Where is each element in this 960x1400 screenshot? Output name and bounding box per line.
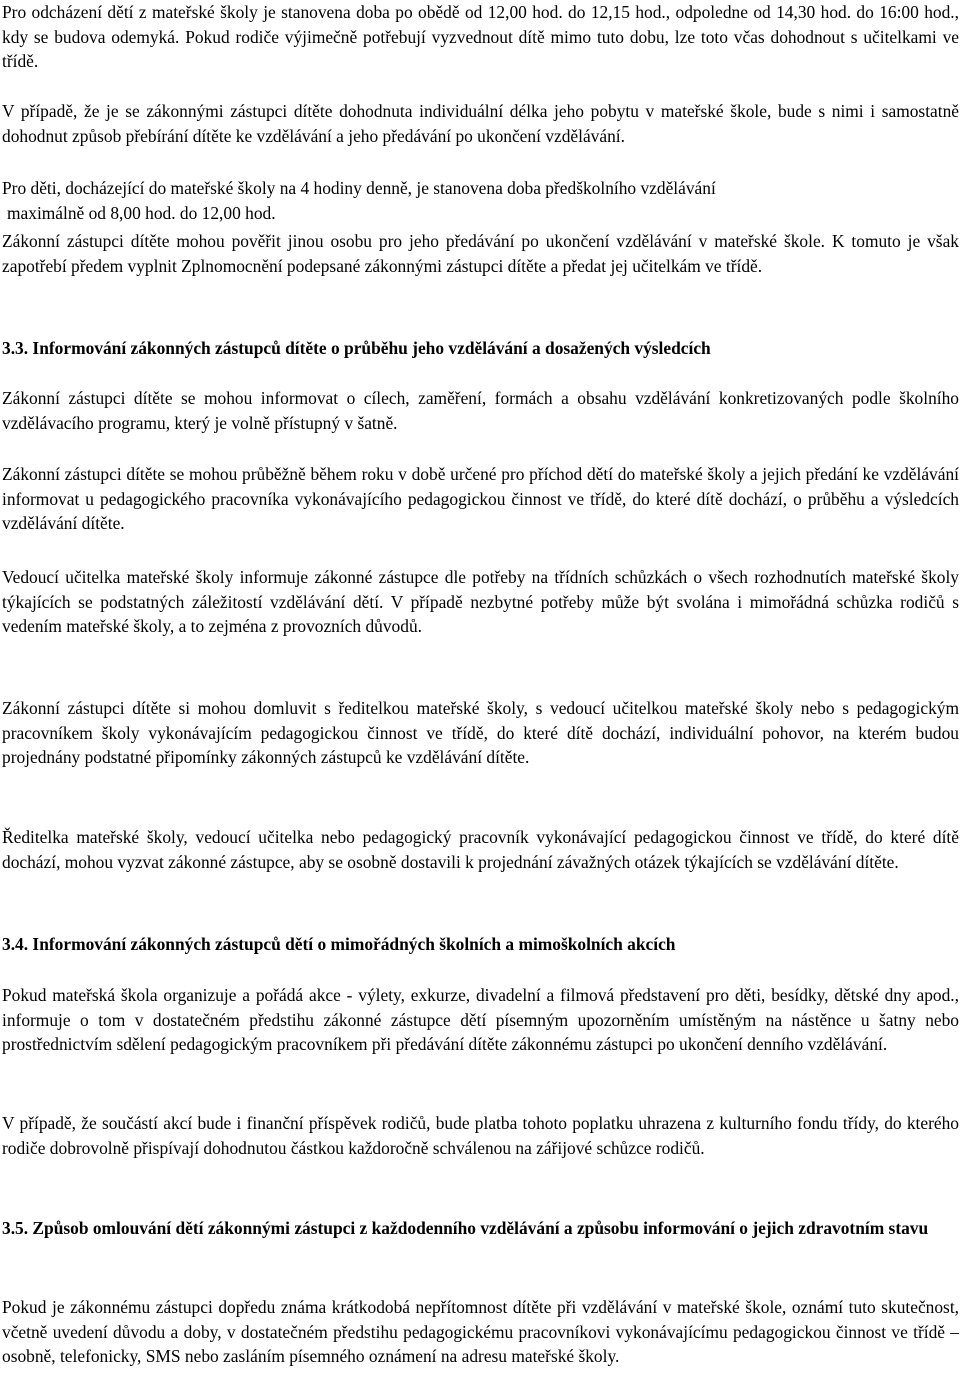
paragraph-four-hours-range: maximálně od 8,00 hod. do 12,00 hod.	[7, 203, 276, 223]
paragraph-individual-interview: Zákonní zástupci dítěte si mohou domluvit s ředitelkou mateřské školy, s vedoucí učitelkou mateřské školy nebo s pedagogickým pracovníkem školy vykonávajícím pedagogickou činnost ve třídě, do které dítě dochází, individuální pohovor, na kterém budou projednány podstatné připomínky zákonných zástupců ke vzdělávání dítěte.	[2, 698, 959, 768]
paragraph-program-info: Zákonní zástupci dítěte se mohou informovat o cílech, zaměření, formách a obsahu vzdělávání konkretizovaných podle školního vzdělávacího programu, který je volně přístupný v šatně.	[2, 388, 959, 433]
paragraph-authorized-person: Zákonní zástupci dítěte mohou pověřit jinou osobu pro jeho předávání po ukončení vzdělávání v mateřské škole. K tomuto je však zapotřebí předem vyplnit Zplnomocnění podepsané zákonnými zástupci dítěte a předat jej učitelkám ve třídě.	[2, 231, 959, 276]
paragraph-event-fees: V případě, že součástí akcí bude i finanční příspěvek rodičů, bude platba tohoto poplatku uhrazena z kulturního fondu třídy, do kterého rodiče dobrovolně přispívají dohodnutou částkou každoročně schválenou na zářijové schůzce rodičů.	[2, 1113, 959, 1158]
heading-3-4: 3.4. Informování zákonných zástupců dětí o mimořádných školních a mimoškolních akcích	[2, 934, 676, 954]
paragraph-summons: Ředitelka mateřské školy, vedoucí učitelka nebo pedagogický pracovník vykonávající pedagogickou činnost ve třídě, do které dítě dochází, mohou vyzvat zákonné zástupce, aby se osobně dostavili k projednání závažných otázek týkajících se vzdělávání dítěte.	[2, 827, 959, 872]
paragraph-pickup-times: Pro odcházení dětí z mateřské školy je stanovena doba po obědě od 12,00 hod. do 12,15 hod., odpoledne od 14,30 hod. do 16:00 hod., kdy se budova odemyká. Pokud rodiče výjimečně potřebují vyzvednout dítě mimo tuto dobu, lze toto včas dohodnout s učitelkami ve třídě.	[2, 2, 959, 72]
paragraph-four-hours: Pro děti, docházející do mateřské školy na 4 hodiny denně, je stanovena doba předškolního vzdělávání	[2, 178, 716, 198]
paragraph-parent-meetings: Vedoucí učitelka mateřské školy informuje zákonné zástupce dle potřeby na třídních schůzkách o všech rozhodnutích mateřské školy týkajících se podstatných záležitostí vzdělávání dětí. V případě nezbytné potřeby může být svolána i mimořádná schůzka rodičů s vedením mateřské školy, a to zejména z provozních důvodů.	[2, 567, 959, 637]
paragraph-ongoing-info: Zákonní zástupci dítěte se mohou průběžně během roku v době určené pro příchod dětí do mateřské školy a jejich předání ke vzdělávání informovat u pedagogického pracovníka vykonávajícího pedagogickou činnost ve třídě, do které dítě dochází, o průběhu a výsledcích vzdělávání dítěte.	[2, 464, 959, 534]
paragraph-individual-stay: V případě, že je se zákonnými zástupci dítěte dohodnuta individuální délka jeho pobytu v mateřské škole, bude s nimi i samostatně dohodnut způsob přebírání dítěte ke vzdělávání a jeho předávání po ukončení vzdělávání.	[2, 101, 959, 146]
paragraph-absence-notice: Pokud je zákonnému zástupci dopředu známa krátkodobá nepřítomnost dítěte při vzdělávání v mateřské škole, oznámí tuto skutečnost, včetně uvedení důvodu a doby, v dostatečném předstihu pedagogickému pracovníkovi vykonávajícímu pedagogickou činnost ve třídě – osobně, telefonicky, SMS nebo zasláním písemného oznámení na adresu mateřské školy.	[2, 1297, 959, 1367]
heading-3-3: 3.3. Informování zákonných zástupců dítěte o průběhu jeho vzdělávání a dosažených výsledcích	[2, 338, 711, 358]
paragraph-school-events: Pokud mateřská škola organizuje a pořádá akce - výlety, exkurze, divadelní a filmová představení pro děti, besídky, dětské dny apod., informuje o tom v dostatečném předstihu zákonné zástupce dětí písemným upozorněním umístěným na nástěnce u šatny nebo prostřednictvím sdělení pedagogickým pracovníkem při předávání dítěte zákonnému zástupci po ukončení denního vzdělávání.	[2, 985, 959, 1055]
heading-3-5: 3.5. Způsob omlouvání dětí zákonnými zástupci z každodenního vzdělávání a způsobu informování o jejich zdravotním stavu	[2, 1218, 929, 1238]
